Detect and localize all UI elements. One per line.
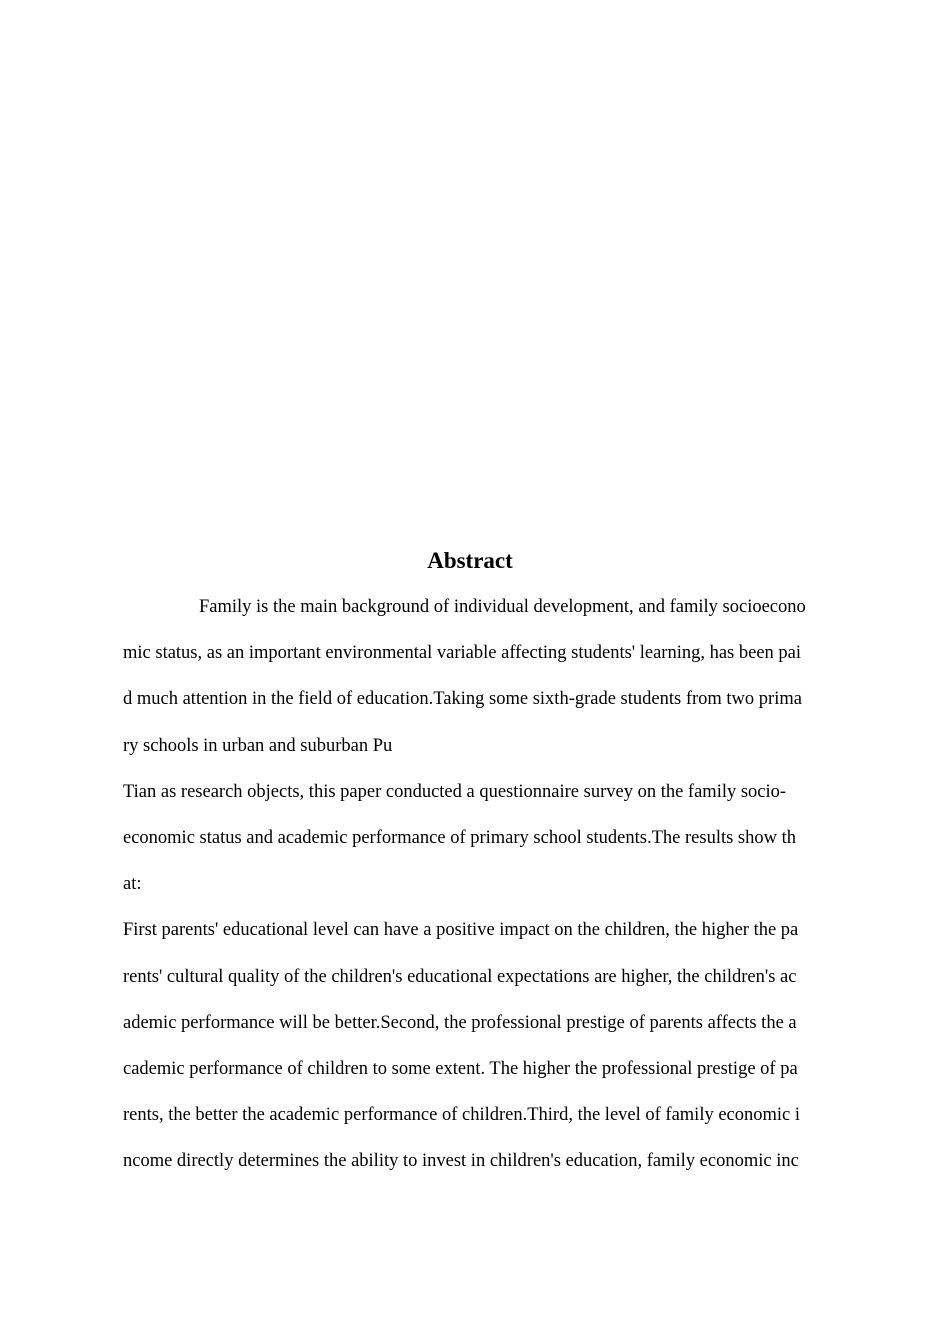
abstract-line: Tian as research objects, this paper conducted a questionnaire survey on the family socio- [123,781,787,802]
abstract-line: ry schools in urban and suburban Pu [123,735,393,756]
abstract-line: cademic performance of children to some extent. The higher the professional prestige of pa [123,1058,798,1079]
abstract-line: mic status, as an important environmental variable affecting students' learning, has been pai [123,643,802,664]
abstract-line: rents' cultural quality of the children's educational expectations are higher, the children's ac [123,966,797,987]
abstract-line: at: [123,874,142,895]
abstract-line: ademic performance will be better.Second, the professional prestige of parents affects the a [123,1012,797,1033]
abstract-line: d much attention in the field of education.Taking some sixth-grade students from two prima [123,689,802,710]
abstract-heading: Abstract [427,548,513,573]
abstract-line: First parents' educational level can have a positive impact on the children, the higher the pa [123,920,799,941]
abstract-line: Family is the main background of individual development, and family socioecono [199,597,806,617]
abstract-body [123,592,843,1192]
abstract-line: economic status and academic performance of primary school students.The results show th [123,827,796,848]
abstract-line: rents, the better the academic performance of children.Third, the level of family economic i [123,1105,801,1126]
abstract-line: ncome directly determines the ability to invest in children's education, family economic inc [123,1151,799,1172]
